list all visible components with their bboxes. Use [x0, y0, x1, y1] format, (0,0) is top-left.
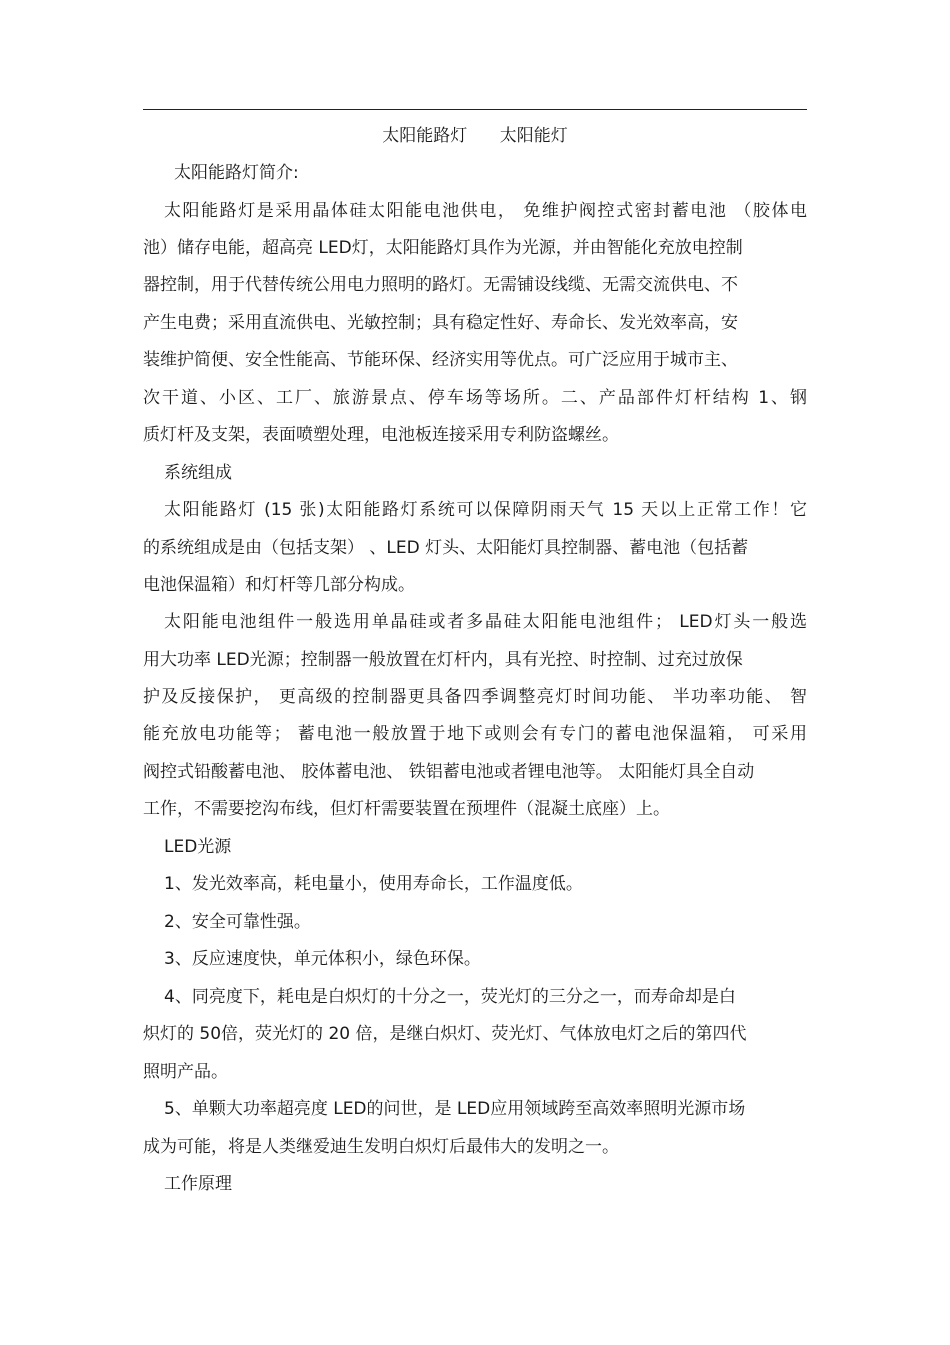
text-line: 能充放电功能等； 蓄电池一般放置于地下或则会有专门的蓄电池保温箱， 可采用 [143, 724, 807, 744]
list-item: 1、发光效率高，耗电量小，使用寿命长，工作温度低。 [164, 874, 583, 894]
text-line: 太阳能路灯 (15 张)太阳能路灯系统可以保障阴雨天气 15 天以上正常工作！它 [164, 500, 807, 520]
list-item: 3、反应速度快，单元体积小，绿色环保。 [164, 949, 481, 969]
text-line: 池）储存电能，超高亮 LED灯，太阳能路灯具作为光源，并由智能化充放电控制 [143, 238, 743, 258]
header-rule [143, 109, 807, 110]
text-line: 太阳能路灯是采用晶体硅太阳能电池供电， 免维护阀控式密封蓄电池 （胶体电 [164, 201, 807, 221]
text-line: 产生电费；采用直流供电、光敏控制；具有稳定性好、寿命长、发光效率高，安 [143, 313, 738, 333]
list-item: 2、安全可靠性强。 [164, 912, 311, 932]
list-item: 4、同亮度下，耗电是白炽灯的十分之一，荧光灯的三分之一，而寿命却是白 [164, 987, 736, 1007]
text-line: 装维护简便、安全性能高、节能环保、经济实用等优点。可广泛应用于城市主、 [143, 350, 738, 370]
text-line: 护及反接保护， 更高级的控制器更具备四季调整亮灯时间功能、 半功率功能、 智 [143, 687, 807, 707]
page-title: 太阳能路灯 太阳能灯 [382, 126, 568, 146]
text-line: 照明产品。 [143, 1062, 228, 1082]
text-line: 阀控式铅酸蓄电池、 胶体蓄电池、 铁铝蓄电池或者锂电池等。 太阳能灯具全自动 [143, 762, 755, 782]
section-heading: LED光源 [164, 837, 232, 857]
text-line: 的系统组成是由（包括支架） 、LED 灯头、太阳能灯具控制器、蓄电池（包括蓄 [143, 538, 749, 558]
text-line: 太阳能路灯简介: [174, 163, 299, 183]
text-line: 电池保温箱）和灯杆等几部分构成。 [143, 575, 415, 595]
text-line: 工作，不需要挖沟布线，但灯杆需要装置在预埋件（混凝土底座）上。 [143, 799, 670, 819]
text-line: 器控制，用于代替传统公用电力照明的路灯。无需铺设线缆、无需交流供电、不 [143, 275, 738, 295]
text-line: 次干道、小区、工厂、旅游景点、停车场等场所。二、产品部件灯杆结构 1、钢 [143, 388, 807, 408]
text-line: 太阳能电池组件一般选用单晶硅或者多晶硅太阳能电池组件； LED灯头一般选 [164, 612, 807, 632]
text-line: 成为可能，将是人类继爱迪生发明白炽灯后最伟大的发明之一。 [143, 1137, 619, 1157]
text-line: 质灯杆及支架，表面喷塑处理，电池板连接采用专利防盗螺丝。 [143, 425, 619, 445]
list-item: 5、单颗大功率超亮度 LED的问世，是 LED应用领域跨至高效率照明光源市场 [164, 1099, 746, 1119]
text-line: 炽灯的 50倍，荧光灯的 20 倍，是继白炽灯、荧光灯、气体放电灯之后的第四代 [143, 1024, 747, 1044]
section-heading: 工作原理 [164, 1174, 232, 1194]
text-line: 用大功率 LED光源；控制器一般放置在灯杆内，具有光控、时控制、过充过放保 [143, 650, 743, 670]
section-heading: 系统组成 [164, 463, 232, 483]
